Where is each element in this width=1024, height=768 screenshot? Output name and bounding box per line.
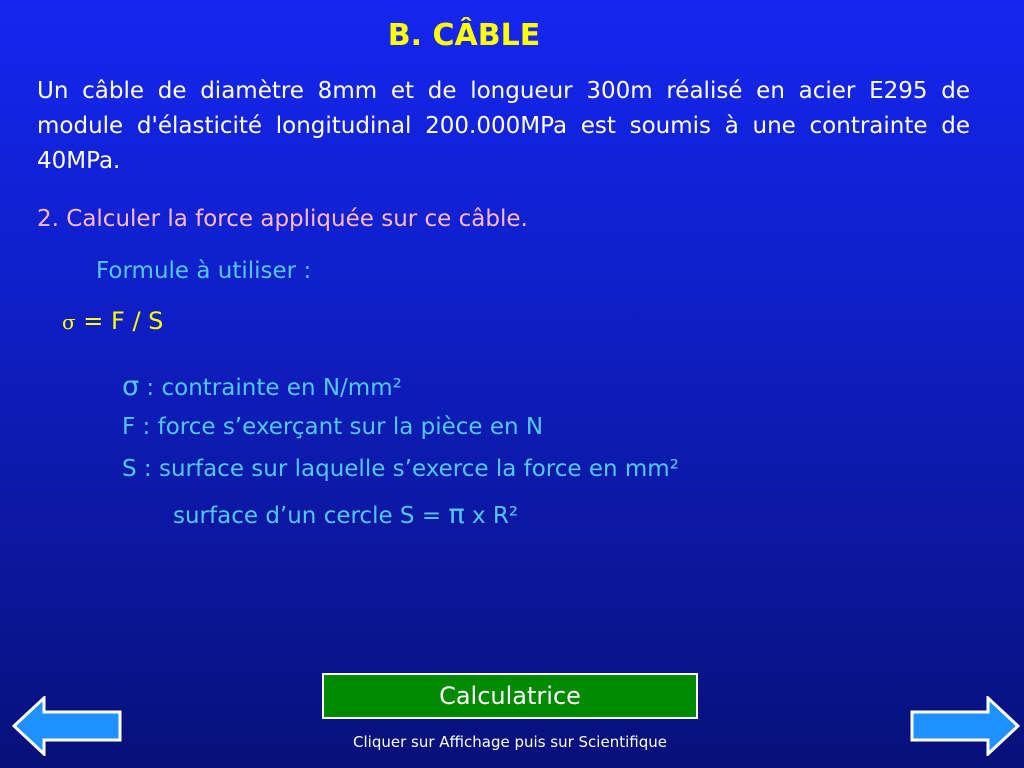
circle-area-suffix: x R² — [464, 503, 519, 529]
formula-label: Formule à utiliser : — [96, 258, 312, 284]
definition-sigma — [122, 370, 402, 405]
definition-force: F : force s’exerçant sur la pièce en N — [122, 414, 544, 440]
formula-expression: = F / S — [75, 307, 164, 335]
sigma-symbol: σ — [62, 310, 76, 334]
question-text: 2. Calculer la force appliquée sur ce câble. — [37, 206, 528, 232]
circle-area-prefix: surface d’un cercle S = — [173, 503, 449, 529]
problem-statement: Un câble de diamètre 8mm et de longueur 300m réalisé en acier E295 de module d'élasticité longitudinal 200.000MPa est soumis à une contrainte de 40MPa. — [37, 78, 970, 174]
arrow-left-icon — [12, 696, 122, 756]
sigma-symbol: σ — [122, 371, 140, 402]
next-slide-button[interactable] — [910, 696, 1020, 756]
definition-circle-area — [173, 498, 518, 533]
definition-surface: S : surface sur laquelle s’exerce la force en mm² — [122, 456, 679, 482]
previous-slide-button[interactable] — [12, 696, 122, 756]
definition-sigma-text: : contrainte en N/mm² — [139, 375, 402, 401]
calculator-hint: Cliquer sur Affichage puis sur Scientifique — [353, 733, 667, 751]
formula — [62, 304, 163, 339]
arrow-right-icon — [910, 696, 1020, 756]
calculator-button[interactable]: Calculatrice — [322, 673, 698, 719]
slide-title: B. CÂBLE — [387, 18, 541, 53]
pi-symbol: π — [448, 499, 465, 530]
